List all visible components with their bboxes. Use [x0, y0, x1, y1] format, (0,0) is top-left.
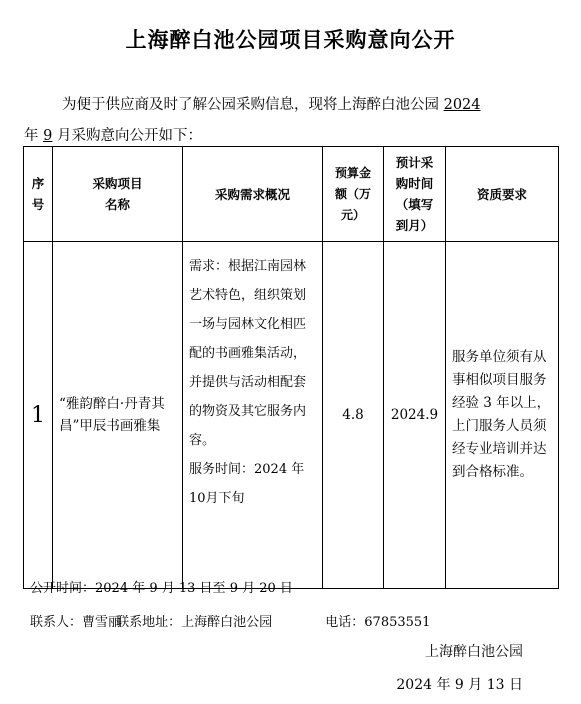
- intro-text: 为便于供应商及时了解公园采购信息，现将上海醉白池公园: [62, 97, 444, 113]
- cell-project-name: “雅韵醉白·丹青其昌”甲辰书画雅集: [53, 242, 183, 589]
- header-project-name: 采购项目名称: [53, 147, 183, 242]
- publish-time: 公开时间：2024 年 9 月 13 日至 9 月 20 日: [30, 581, 293, 596]
- overview-need: 需求：根据江南园林艺术特色，组织策划一场与园林文化相匹配的书画雅集活动，并提供与活动相配套的物资及其它服务内容。: [189, 259, 307, 448]
- cell-qualification: 服务单位须有从事相似项目服务经验 3 年以上，上门服务人员须经专业培训并达到合格标准。: [446, 242, 559, 589]
- page-title: 上海醉白池公园项目采购意向公开: [125, 28, 456, 52]
- header-time: 预计采购时间（填写到月）: [384, 147, 446, 242]
- signature-org: 上海醉白池公园: [425, 644, 523, 660]
- cell-budget: 4.8: [323, 242, 384, 589]
- procurement-table: [23, 146, 559, 589]
- intro-line-2: [24, 124, 202, 145]
- signature-date: 2024 年 9 月 13 日: [396, 677, 523, 693]
- table-header-row: [24, 147, 559, 242]
- contact-phone: 电话：67853551: [325, 615, 431, 630]
- contact-person: 联系人：曹雪丽: [30, 615, 122, 630]
- intro-line-1: [62, 93, 481, 114]
- cell-seq: 1: [24, 242, 53, 589]
- cell-overview: [183, 242, 323, 589]
- overview-service-time: 服务时间：2024 年 10月下旬: [189, 462, 305, 506]
- header-qualification: 资质要求: [446, 147, 559, 242]
- contact-line: [30, 611, 430, 630]
- header-seq: 序号: [24, 147, 53, 242]
- contact-address: 联系地址：上海醉白池公园: [116, 615, 273, 630]
- header-budget: 预算金额（万元）: [323, 147, 384, 242]
- cell-time: 2024.9: [384, 242, 446, 589]
- intro-month: 9: [43, 128, 53, 144]
- intro-text-year-unit: 年: [24, 128, 44, 144]
- table-row: [24, 242, 559, 589]
- header-overview: 采购需求概况: [183, 147, 323, 242]
- intro-text-end: 月采购意向公开如下：: [52, 128, 202, 144]
- intro-year: 2024: [443, 97, 481, 113]
